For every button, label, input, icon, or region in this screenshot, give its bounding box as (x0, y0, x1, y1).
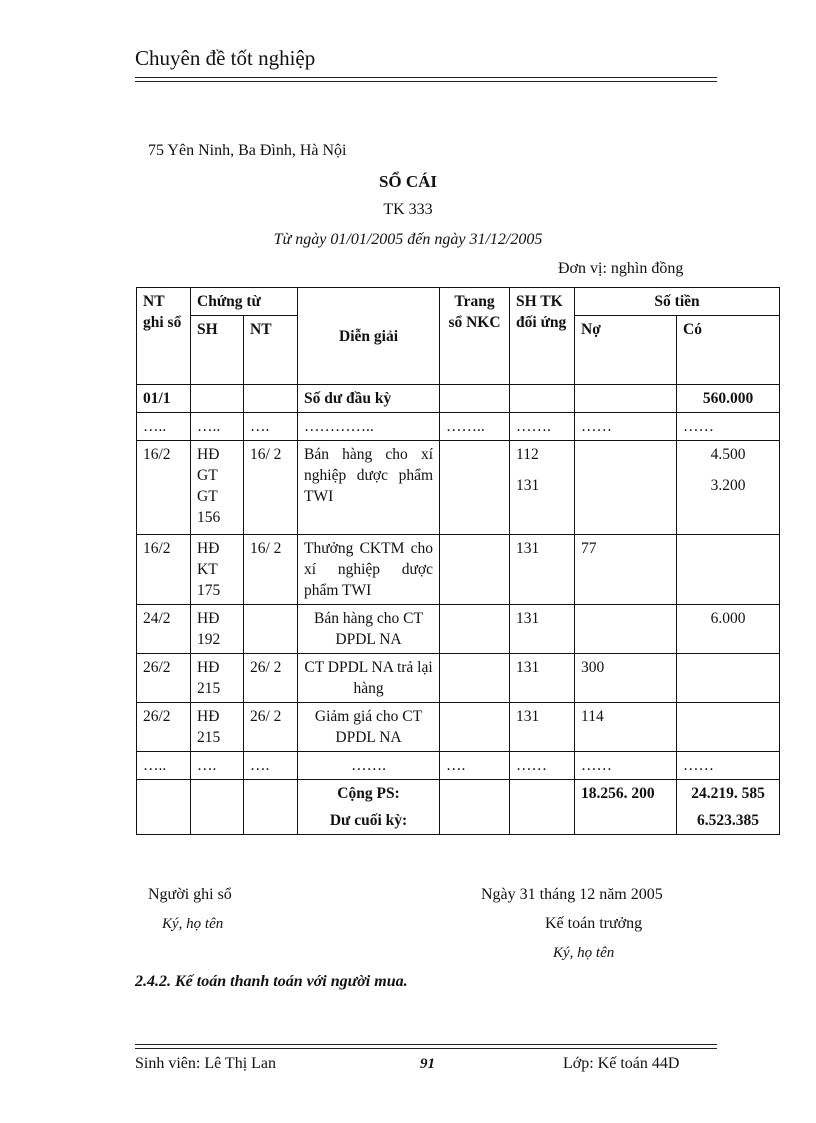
totals-acct (510, 780, 575, 835)
row-desc: ………….. (298, 413, 440, 441)
table-row (137, 441, 780, 535)
col-no: Nợ (575, 316, 677, 385)
totals-row (137, 780, 780, 835)
totals-date (137, 780, 191, 835)
row-sh: HĐ GT GT 156 (191, 441, 244, 535)
page-number: 91 (420, 1056, 435, 1072)
row-acct-line: 112 (516, 446, 539, 463)
row-co (677, 654, 780, 703)
row-acct-line: 131 (516, 477, 540, 494)
row-co: 560.000 (677, 385, 780, 413)
account-code: TK 333 (383, 201, 433, 218)
running-header-title: Chuyên đề tốt nghiệp (135, 46, 316, 70)
table-row (137, 654, 780, 703)
col-sh-tk: SH TK đối ứng (510, 288, 575, 385)
col-dien-giai: Diễn giải (298, 288, 440, 385)
closing-balance: 6.523.385 (697, 812, 760, 829)
row-sh: ….. (191, 413, 244, 441)
row-desc: Giảm giá cho CT DPDL NA (298, 703, 440, 752)
row-date: ….. (137, 752, 191, 780)
header-rule-bottom (135, 81, 717, 82)
row-no: …… (575, 413, 677, 441)
col-so-tien: Số tiền (575, 288, 780, 316)
row-no (575, 605, 677, 654)
totals-credit-cell (677, 780, 780, 835)
row-nt (244, 605, 298, 654)
col-trang-so: Trang sổ NKC (440, 288, 510, 385)
row-date: 16/2 (137, 535, 191, 605)
row-co: …… (677, 752, 780, 780)
row-date: ….. (137, 413, 191, 441)
row-date: 26/2 (137, 703, 191, 752)
row-nt: …. (244, 752, 298, 780)
row-co (677, 535, 780, 605)
footer-class: Lớp: Kế toán 44D (563, 1055, 680, 1072)
totals-nt (244, 780, 298, 835)
totals-page (440, 780, 510, 835)
row-acct: 131 (510, 703, 575, 752)
row-page (440, 703, 510, 752)
row-acct: ……. (510, 413, 575, 441)
total-credit: 24.219. 585 (691, 785, 765, 802)
table-row (137, 605, 780, 654)
row-nt: 16/ 2 (244, 535, 298, 605)
row-nt: …. (244, 413, 298, 441)
header-rule-top (135, 77, 717, 78)
col-sh: SH (191, 316, 244, 385)
col-chung-tu: Chứng từ (191, 288, 298, 316)
row-co: 6.000 (677, 605, 780, 654)
ledger-title: SỔ CÁI (378, 172, 438, 191)
row-desc: Số dư đầu kỳ (298, 385, 440, 413)
row-acct (510, 441, 575, 535)
ledger-period: Từ ngày 01/01/2005 đến ngày 31/12/2005 (273, 231, 543, 248)
signer-left-note: Ký, họ tên (162, 916, 224, 932)
row-desc: CT DPDL NA trả lại hàng (298, 654, 440, 703)
table-row (137, 385, 780, 413)
row-nt: 16/ 2 (244, 441, 298, 535)
row-nt: 26/ 2 (244, 703, 298, 752)
closing-balance-label: Dư cuối kỳ: (329, 812, 408, 829)
row-co (677, 703, 780, 752)
totals-labels (298, 780, 440, 835)
row-sh: HĐ 192 (191, 605, 244, 654)
total-debit: 18.256. 200 (575, 780, 677, 835)
col-nt: NT (244, 316, 298, 385)
row-nt (244, 385, 298, 413)
row-acct: 131 (510, 535, 575, 605)
footer-rule-bottom (135, 1048, 717, 1049)
table-row (137, 413, 780, 441)
row-desc: Thưởng CKTM cho xí nghiệp dược phẩm TWI (298, 535, 440, 605)
footer-student: Sinh viên: Lê Thị Lan (135, 1055, 277, 1072)
signer-left-title: Người ghi sổ (148, 886, 232, 903)
row-sh (191, 385, 244, 413)
ledger-table (136, 287, 780, 835)
row-date: 01/1 (137, 385, 191, 413)
row-acct: 131 (510, 605, 575, 654)
row-page (440, 441, 510, 535)
signer-right-note: Ký, họ tên (553, 945, 615, 961)
signer-right-title: Kế toán trưởng (545, 915, 643, 932)
col-nt-ghi-so: NT ghi sổ (137, 288, 191, 385)
row-page (440, 654, 510, 703)
totals-sh (191, 780, 244, 835)
row-acct (510, 385, 575, 413)
row-sh: …. (191, 752, 244, 780)
row-no: 77 (575, 535, 677, 605)
row-acct: 131 (510, 654, 575, 703)
row-co-line: 4.500 (710, 446, 746, 463)
currency-unit: Đơn vị: nghìn đồng (558, 260, 684, 277)
row-date: 16/2 (137, 441, 191, 535)
row-co (677, 441, 780, 535)
row-nt: 26/ 2 (244, 654, 298, 703)
row-page (440, 605, 510, 654)
row-date: 24/2 (137, 605, 191, 654)
col-co: Có (677, 316, 780, 385)
row-no (575, 385, 677, 413)
header-row-1 (137, 288, 780, 316)
row-sh: HĐ 215 (191, 703, 244, 752)
section-heading: 2.4.2. Kế toán thanh toán với người mua. (135, 973, 408, 990)
table-row (137, 752, 780, 780)
row-acct: …… (510, 752, 575, 780)
row-date: 26/2 (137, 654, 191, 703)
footer-rule-top (135, 1044, 717, 1045)
row-desc: Bán hàng cho CT DPDL NA (298, 605, 440, 654)
row-co-line: 3.200 (710, 477, 746, 494)
row-no: …… (575, 752, 677, 780)
row-no (575, 441, 677, 535)
row-no: 300 (575, 654, 677, 703)
total-ps-label: Cộng PS: (337, 785, 400, 802)
row-page (440, 385, 510, 413)
row-page: …. (440, 752, 510, 780)
row-desc: ……. (298, 752, 440, 780)
row-sh: HĐ KT 175 (191, 535, 244, 605)
row-page (440, 535, 510, 605)
company-address: 75 Yên Ninh, Ba Đình, Hà Nội (148, 142, 347, 159)
signature-date: Ngày 31 tháng 12 năm 2005 (481, 886, 663, 903)
row-desc: Bán hàng cho xí nghiệp dược phẩm TWI (298, 441, 440, 535)
table-row (137, 535, 780, 605)
row-no: 114 (575, 703, 677, 752)
row-co: …… (677, 413, 780, 441)
table-row (137, 703, 780, 752)
row-page: …….. (440, 413, 510, 441)
row-sh: HĐ 215 (191, 654, 244, 703)
